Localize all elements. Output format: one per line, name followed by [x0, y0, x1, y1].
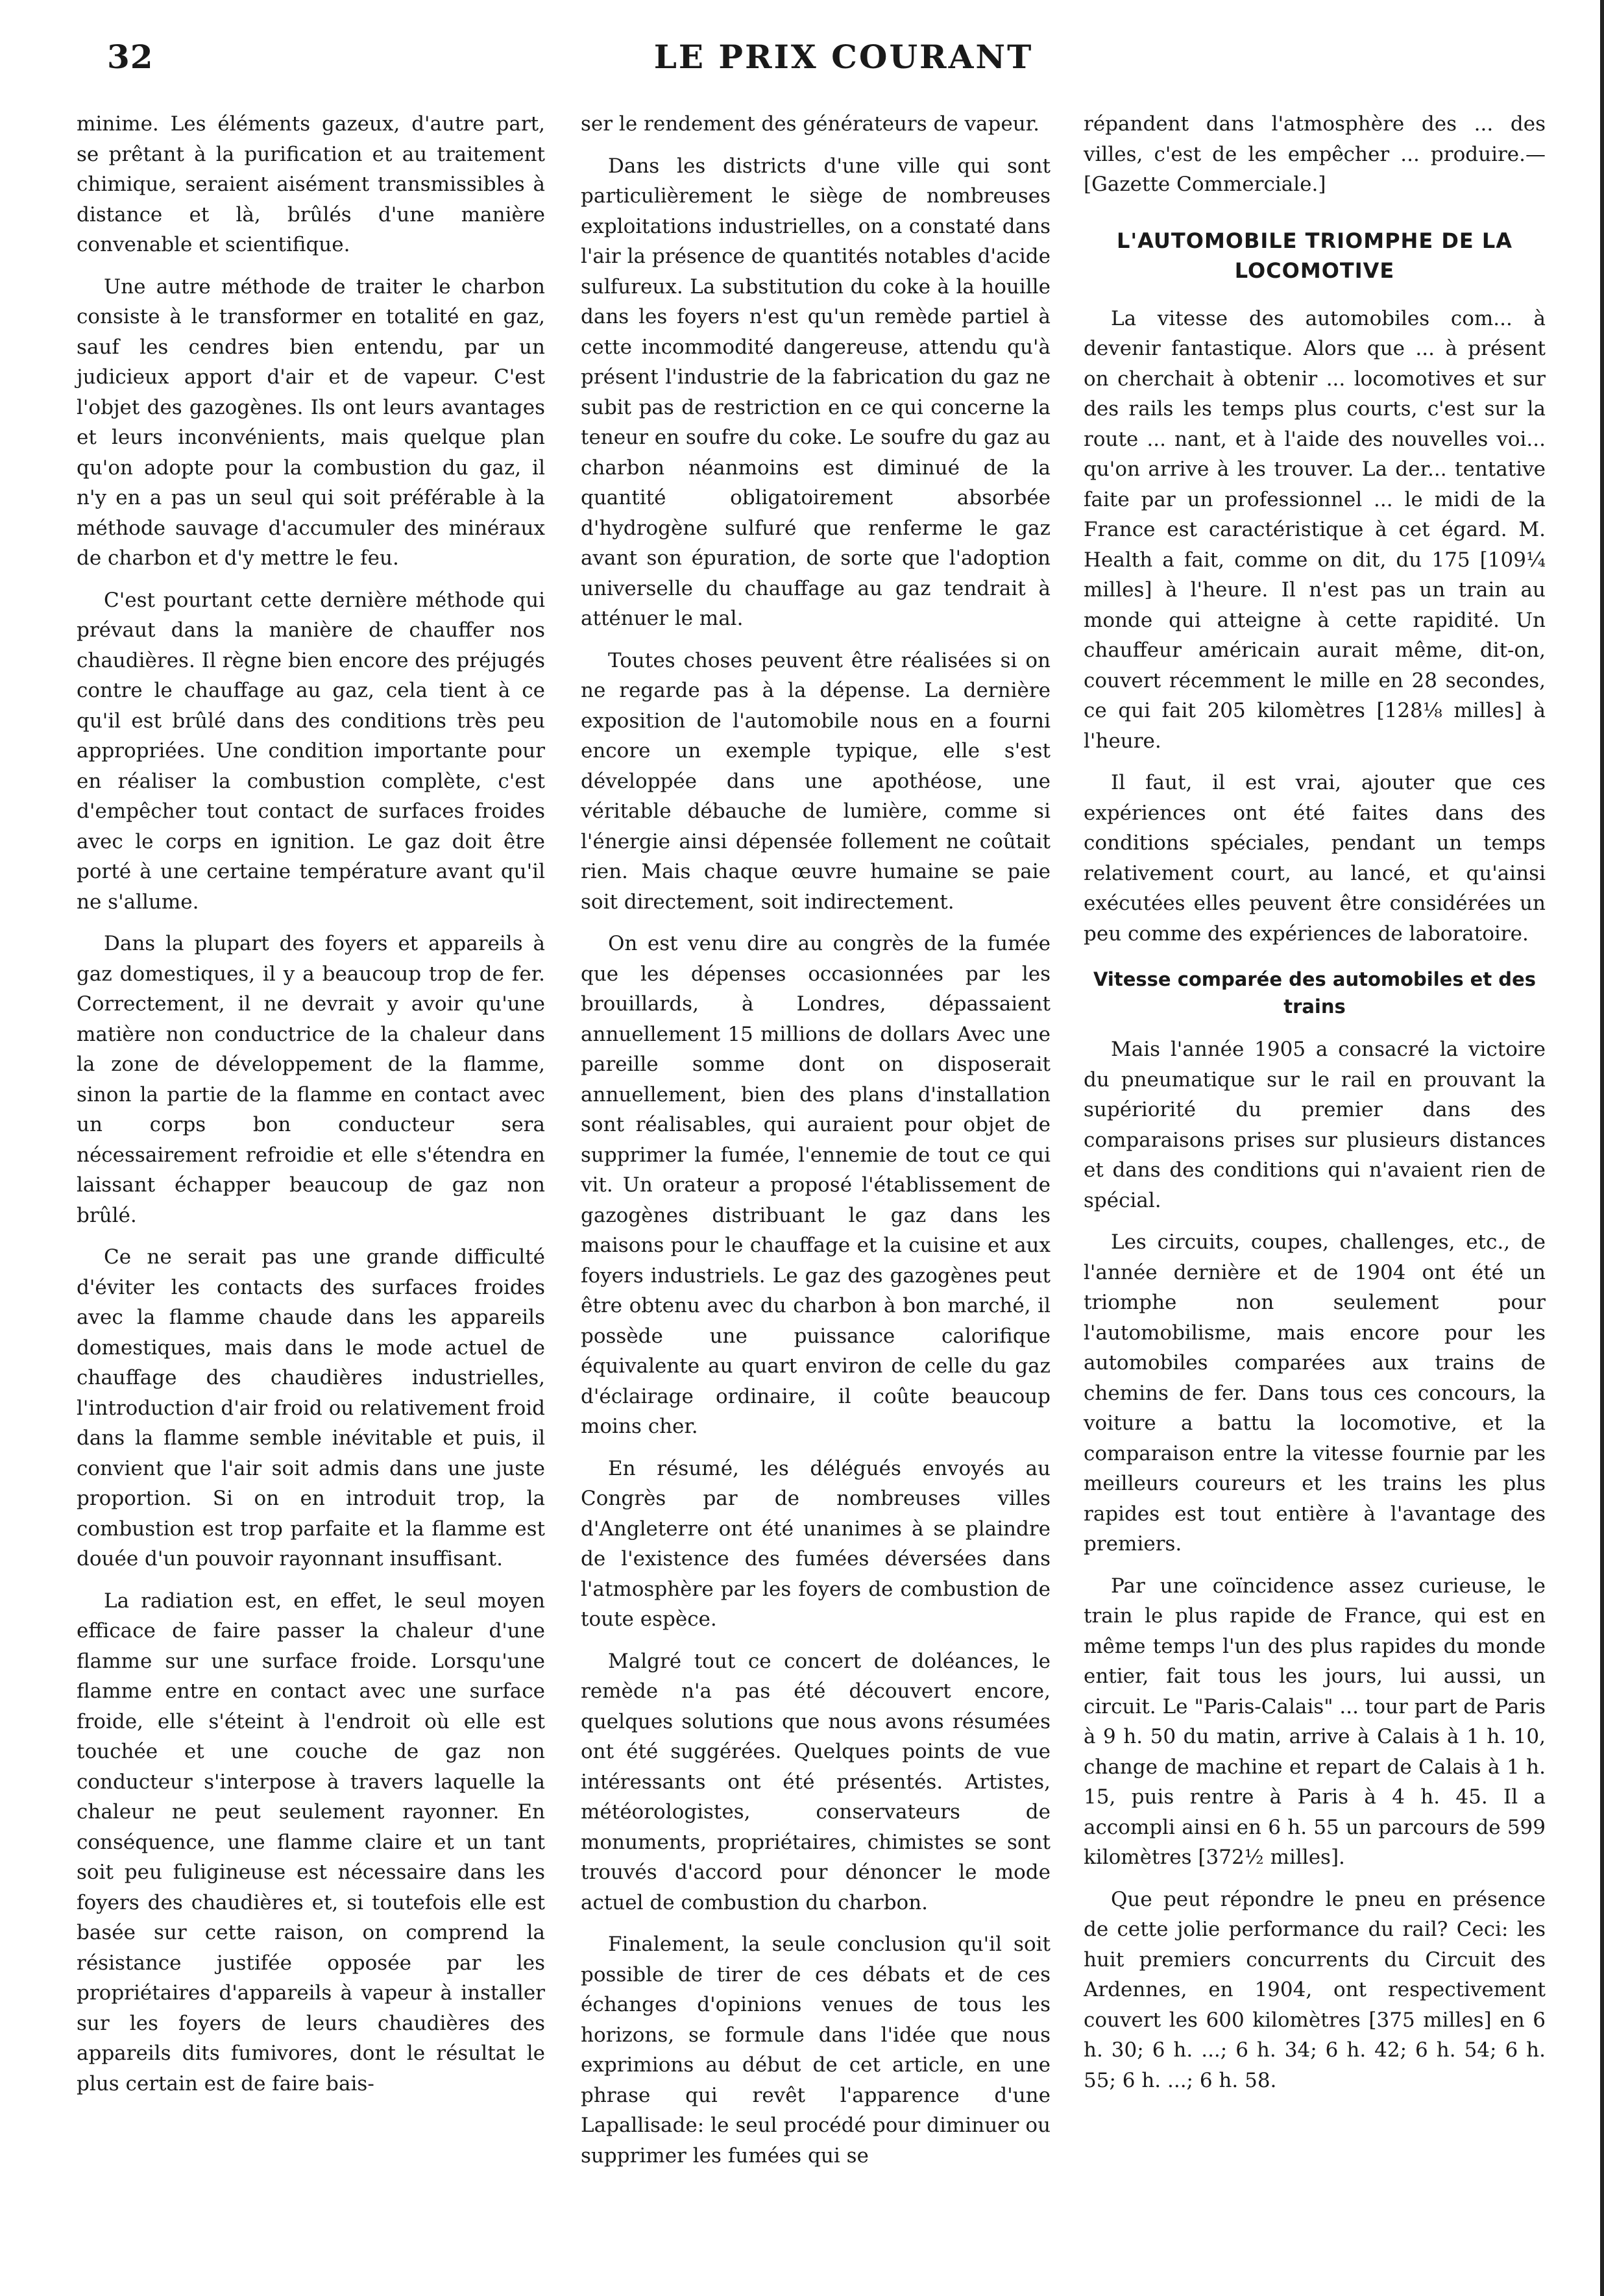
paragraph: En résumé, les délégués envoyés au Congrès par de nombreuses villes d'Angleterre ont été unanimes à se plaindre de l'existence des fumées déversées dans l'atmosphère par les foyers de combustion de toute espèce.	[581, 1456, 1051, 1631]
paragraph: Une autre méthode de traiter le charbon consiste à le transformer en totalité en gaz, sauf les cendres bien entendu, par un judicieux apport d'air et de vapeur. C'est l'objet des gazogènes. Ils ont leurs avantages et leurs inconvénients, mais quelque plan qu'on adopte pour la combustion du gaz, il n'y en a pas un seul qui soit préférable à la méthode sauvage d'accumuler des minéraux de charbon et d'y mettre le feu.	[77, 275, 545, 570]
section-subheading: Vitesse comparée des automobiles et des trains	[1093, 968, 1536, 1018]
paragraph: C'est pourtant cette dernière méthode qui prévaut dans la manière de chauffer nos chaudières. Il règne bien encore des préjugés contre le chauffage au gaz, cela tient à ce qu'il est brûlé dans des conditions très peu appropriées. Une condition importante pour en réaliser la combustion complète, c'est d'empêcher tout contact de surfaces froides avec le corps en ignition. Le gaz doit être porté à une certaine température avant qu'il ne s'allume.	[77, 588, 545, 914]
column-3	[1084, 109, 1546, 2107]
paragraph: Finalement, la seule conclusion qu'il soit possible de tirer de ces débats et de ces échanges d'opinions venues de tous les horizons, se formule dans l'idée que nous exprimions au début de cet article, en une phrase qui revêt l'apparence d'une Lapallisade: le seul procédé pour diminuer ou supprimer les fumées qui se	[581, 1933, 1051, 2168]
paragraph: Dans la plupart des foyers et appareils à gaz domestiques, il y a beaucoup trop de fer. Correctement, il ne devrait y avoir qu'une matière non conductrice de la chaleur dans la zone de développement de la flamme, sinon la partie de la flamme en contact avec un corps bon conducteur sera nécessairement refroidie et elle s'étendra en laissant échapper beaucoup de gaz non brûlé.	[77, 932, 545, 1227]
page-edge-shadow	[1600, 0, 1604, 2296]
paragraph: répandent dans l'atmosphère des ... des villes, c'est de les empêcher ... produire.—[Gazette Commerciale.]	[1084, 112, 1546, 196]
paragraph: Que peut répondre le pneu en présence de cette jolie performance du rail? Ceci: les huit premiers concurrents du Circuit des Ardennes, en 1904, ont respectivement couvert les 600 kilomètres [375 milles] en 6 h. 30; 6 h. ...; 6 h. 34; 6 h. 42; 6 h. 54; 6 h. 55; 6 h. ...; 6 h. 58.	[1084, 1887, 1546, 2092]
paragraph: On est venu dire au congrès de la fumée que les dépenses occasionnées par les brouillards, à Londres, dépassaient annuellement 15 millions de dollars Avec une pareille somme dont on disposerait annuellement, bien des plans d'installation sont réalisables, qui auraient pour objet de supprimer la fumée, l'ennemie de tout ce qui vit. Un orateur a proposé l'établissement de gazogènes distribuant le gaz dans les maisons pour le chauffage et la cuisine et aux foyers industriels. Le gaz des gazogènes peut être obtenu avec du charbon à bon marché, il possède une puissance calorifique équivalente au quart environ de celle du gaz d'éclairage ordinaire, il coûte beaucoup moins cher.	[581, 932, 1051, 1438]
paragraph: Toutes choses peuvent être réalisées si on ne regarde pas à la dépense. La dernière exposition de l'automobile nous en a fourni encore un exemple typique, elle s'est développée dans une apothéose, une véritable débauche de lumière, comme si l'énergie ainsi dépensée follement ne coûtait rien. Mais chaque œuvre humaine se paie soit directement, soit indirectement.	[581, 648, 1051, 914]
paragraph: La radiation est, en effet, le seul moyen efficace de faire passer la chaleur d'une flamme sur une surface froide. Lorsqu'une flamme entre en contact avec une surface froide, elle s'éteint à l'endroit où elle est touchée et une couche de gaz non conducteur s'interpose à travers laquelle la chaleur ne peut seulement rayonner. En conséquence, une flamme claire et un tant soit peu fuligineuse est nécessaire dans les foyers des chaudières et, si toutefois elle est basée sur cette raison, on comprend la résistance justifée opposée par les propriétaires d'appareils à vapeur à installer sur les foyers de leurs chaudières des appareils dits fumivores, dont le résultat le plus certain est de faire bais-	[77, 1589, 545, 2095]
paragraph: Les circuits, coupes, challenges, etc., de l'année dernière et de 1904 ont été un triomphe non seulement pour l'automobilisme, mais encore pour les automobiles comparées aux trains de chemins de fer. Dans tous ces concours, la voiture a battu la locomotive, et la comparaison entre la vitesse fournie par les meilleurs coureurs et les trains les plus rapides est tout entière à l'avantage des premiers.	[1084, 1230, 1546, 1556]
paragraph: ser le rendement des générateurs de vapeur.	[581, 112, 1039, 136]
journal-title: LE PRIX COURANT	[653, 38, 1034, 76]
paragraph: minime. Les éléments gazeux, d'autre part, se prêtant à la purification et au traitement chimique, seraient aisément transmissibles à distance et là, brûlés d'une manière convenable et scientifique.	[77, 112, 545, 256]
paragraph: Ce ne serait pas une grande difficulté d'éviter les contacts des surfaces froides avec la flamme chaude dans les appareils domestiques, mais dans le mode actuel de chauffage des chaudières industrielles, l'introduction d'air froid ou relativement froid dans la flamme semble inévitable et puis, il convient que l'air soit admis dans une juste proportion. Si on en introduit trop, la combustion est trop parfaite et la flamme est douée d'un pouvoir rayonnant insuffisant.	[77, 1245, 545, 1570]
page-number: 32	[107, 38, 154, 76]
paragraph: Il faut, il est vrai, ajouter que ces expériences ont été faites dans des conditions spéciales, pendant un temps relativement court, au lancé, et qu'ainsi exécutées elles peuvent être considérées un peu comme des expériences de laboratoire.	[1084, 771, 1546, 946]
column-2	[581, 109, 1051, 2182]
paragraph: Mais l'année 1905 a consacré la victoire du pneumatique sur le rail en prouvant la supériorité du premier dans des comparaisons prises sur plusieurs distances et dans des conditions qui n'avaient rien de spécial.	[1084, 1038, 1546, 1212]
paragraph: La vitesse des automobiles com... à devenir fantastique. Alors que ... à présent on cherchait à obtenir ... locomotives et sur des rails les temps plus courts, c'est sur la route ... nant, et à l'aide des nouvelles voi... qu'on arrive à les trouver. La der... tentative faite par un professionnel ... le midi de la France est caractéristique à cet égard. M. Health a fait, comme on dit, du 175 [109¼ milles] à l'heure. Il n'est pas un train au monde qui atteigne à cette rapidité. Un chauffeur américain aurait même, dit-on, couvert récemment le mille en 28 secondes, ce qui fait 205 kilomètres [128⅛ milles] à l'heure.	[1084, 306, 1546, 753]
article-title: L'AUTOMOBILE TRIOMPHE DE LA LOCOMOTIVE	[1116, 228, 1513, 283]
paragraph: Par une coïncidence assez curieuse, le train le plus rapide de France, qui est en même temps l'un des plus rapides du monde entier, fait tous les jours, lui aussi, un circuit. Le "Paris-Calais" ... tour part de Paris à 9 h. 50 du matin, arrive à Calais à 1 h. 10, change de machine et repart de Calais à 1 h. 15, puis rentre à Paris à 4 h. 45. Il a accompli ainsi en 6 h. 55 un parcours de 599 kilomètres [372½ milles].	[1084, 1574, 1546, 1869]
page-header	[107, 38, 1580, 90]
paragraph: Malgré tout ce concert de doléances, le remède n'a pas été découvert encore, quelques solutions que nous avons résumées ont été suggérées. Quelques points de vue intéressants ont été présentés. Artistes, météorologistes, conservateurs de monuments, propriétaires, chimistes se sont trouvés d'accord pour dénoncer le mode actuel de combustion du charbon.	[581, 1649, 1051, 1914]
column-1	[77, 109, 545, 2110]
paragraph: Dans les districts d'une ville qui sont particulièrement le siège de nombreuses exploitations industrielles, on a constaté dans l'air la présence de quantités notables d'acide sulfureux. La substitution du coke à la houille dans les foyers n'est qu'un remède partiel à cette incommodité dangereuse, attendu qu'à présent l'industrie de la fabrication du gaz ne subit pas de restriction en ce qui concerne la teneur en soufre du coke. Le soufre du gaz au charbon néanmoins est diminué de la quantité obligatoirement absorbée d'hydrogène sulfuré que renferme le gaz avant son épuration, de sorte que l'adoption universelle du chauffage au gaz tendrait à atténuer le mal.	[581, 154, 1051, 630]
